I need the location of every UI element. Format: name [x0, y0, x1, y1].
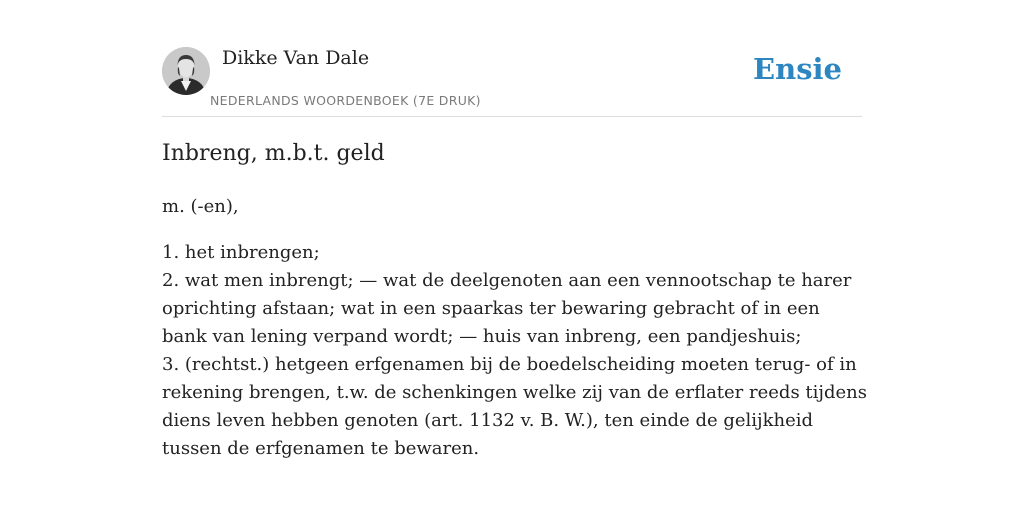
- author-avatar[interactable]: [162, 47, 210, 95]
- dictionary-subtitle: NEDERLANDS WOORDENBOEK (7E DRUK): [210, 93, 481, 108]
- entry-title: Inbreng, m.b.t. geld: [162, 141, 385, 166]
- definition-1: 1. het inbrengen;: [162, 242, 320, 263]
- definition-3: 3. (rechtst.) hetgeen erfgenamen bij de boedelscheiding moeten terug- of in rekening brengen, t.w. de schenkingen welke zij van de erflater reeds tijdens diens leven hebben genoten (art. 1132 v. B. W.), ten einde de gelijkheid tussen de erfgenamen te bewaren.: [162, 354, 867, 459]
- dictionary-card: [162, 0, 867, 459]
- author-name[interactable]: Dikke Van Dale: [222, 47, 370, 69]
- definition-2: 2. wat men inbrengt; — wat de deelgenoten aan een vennootschap te harer oprichting afstaan; wat in een spaarkas ter bewaring gebracht of in een bank van lening verpand wordt; — huis van inbreng, een pandjeshuis;: [162, 270, 852, 347]
- entry-definitions: [162, 239, 867, 463]
- ensie-logo-link[interactable]: Ensie: [753, 52, 842, 86]
- card-header: [162, 0, 862, 117]
- entry-grammar: m. (-en),: [162, 196, 239, 217]
